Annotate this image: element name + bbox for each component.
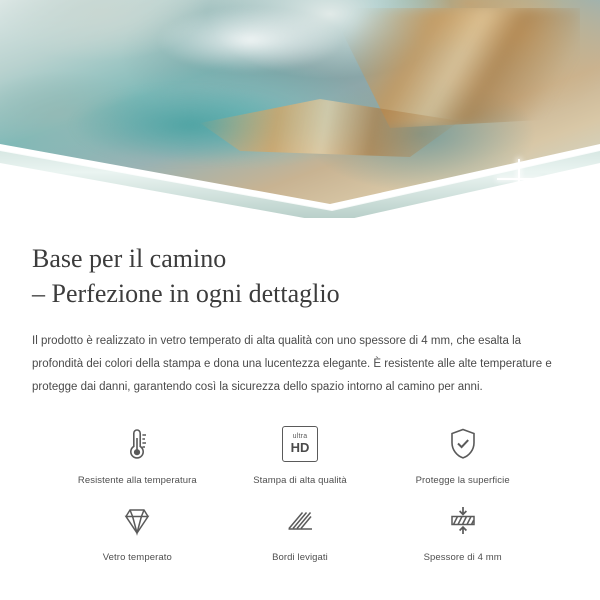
ultra-hd-badge-top: ultra [292,433,308,441]
diamond-icon [115,498,159,544]
feature-label: Stampa di alta qualità [253,474,347,486]
feature-label: Bordi levigati [272,551,328,563]
thermometer-icon [115,421,159,467]
ultra-hd-badge-bottom: HD [290,440,310,456]
sparkle-icon-small [536,176,562,202]
feature-tempered-glass [56,498,219,563]
feature-label: Protegge la superficie [415,474,510,486]
shield-check-icon [441,421,485,467]
ultra-hd-icon [282,421,318,467]
feature-label: Vetro temperato [102,551,172,563]
page-title [32,242,568,312]
feature-polished-edges [219,498,382,563]
feature-print-quality [219,421,382,486]
feature-surface-protection [381,421,544,486]
headline-line-1: Base per il camino [32,244,227,273]
thickness-arrows-icon [441,498,485,544]
headline-line-2: – Perfezione in ogni dettaglio [32,278,340,308]
feature-label: Spessore di 4 mm [423,551,502,563]
feature-grid [32,421,568,563]
feature-label: Resistente alla temperatura [77,474,197,486]
content-area [0,218,600,563]
description-paragraph: Il prodotto è realizzato in vetro temperato di alta qualità con uno spessore di 4 mm, che esalta la profondità dei colori della stampa e dona una lucentezza elegante. È resistente alle alte temperature e protegge dai danni, garantendo così la sicurezza dello spazio intorno al camino per anni. [32,334,552,393]
feature-temperature-resistant [56,421,219,486]
feature-thickness [381,498,544,563]
polished-edges-icon [278,498,322,544]
hero-image [0,0,600,218]
